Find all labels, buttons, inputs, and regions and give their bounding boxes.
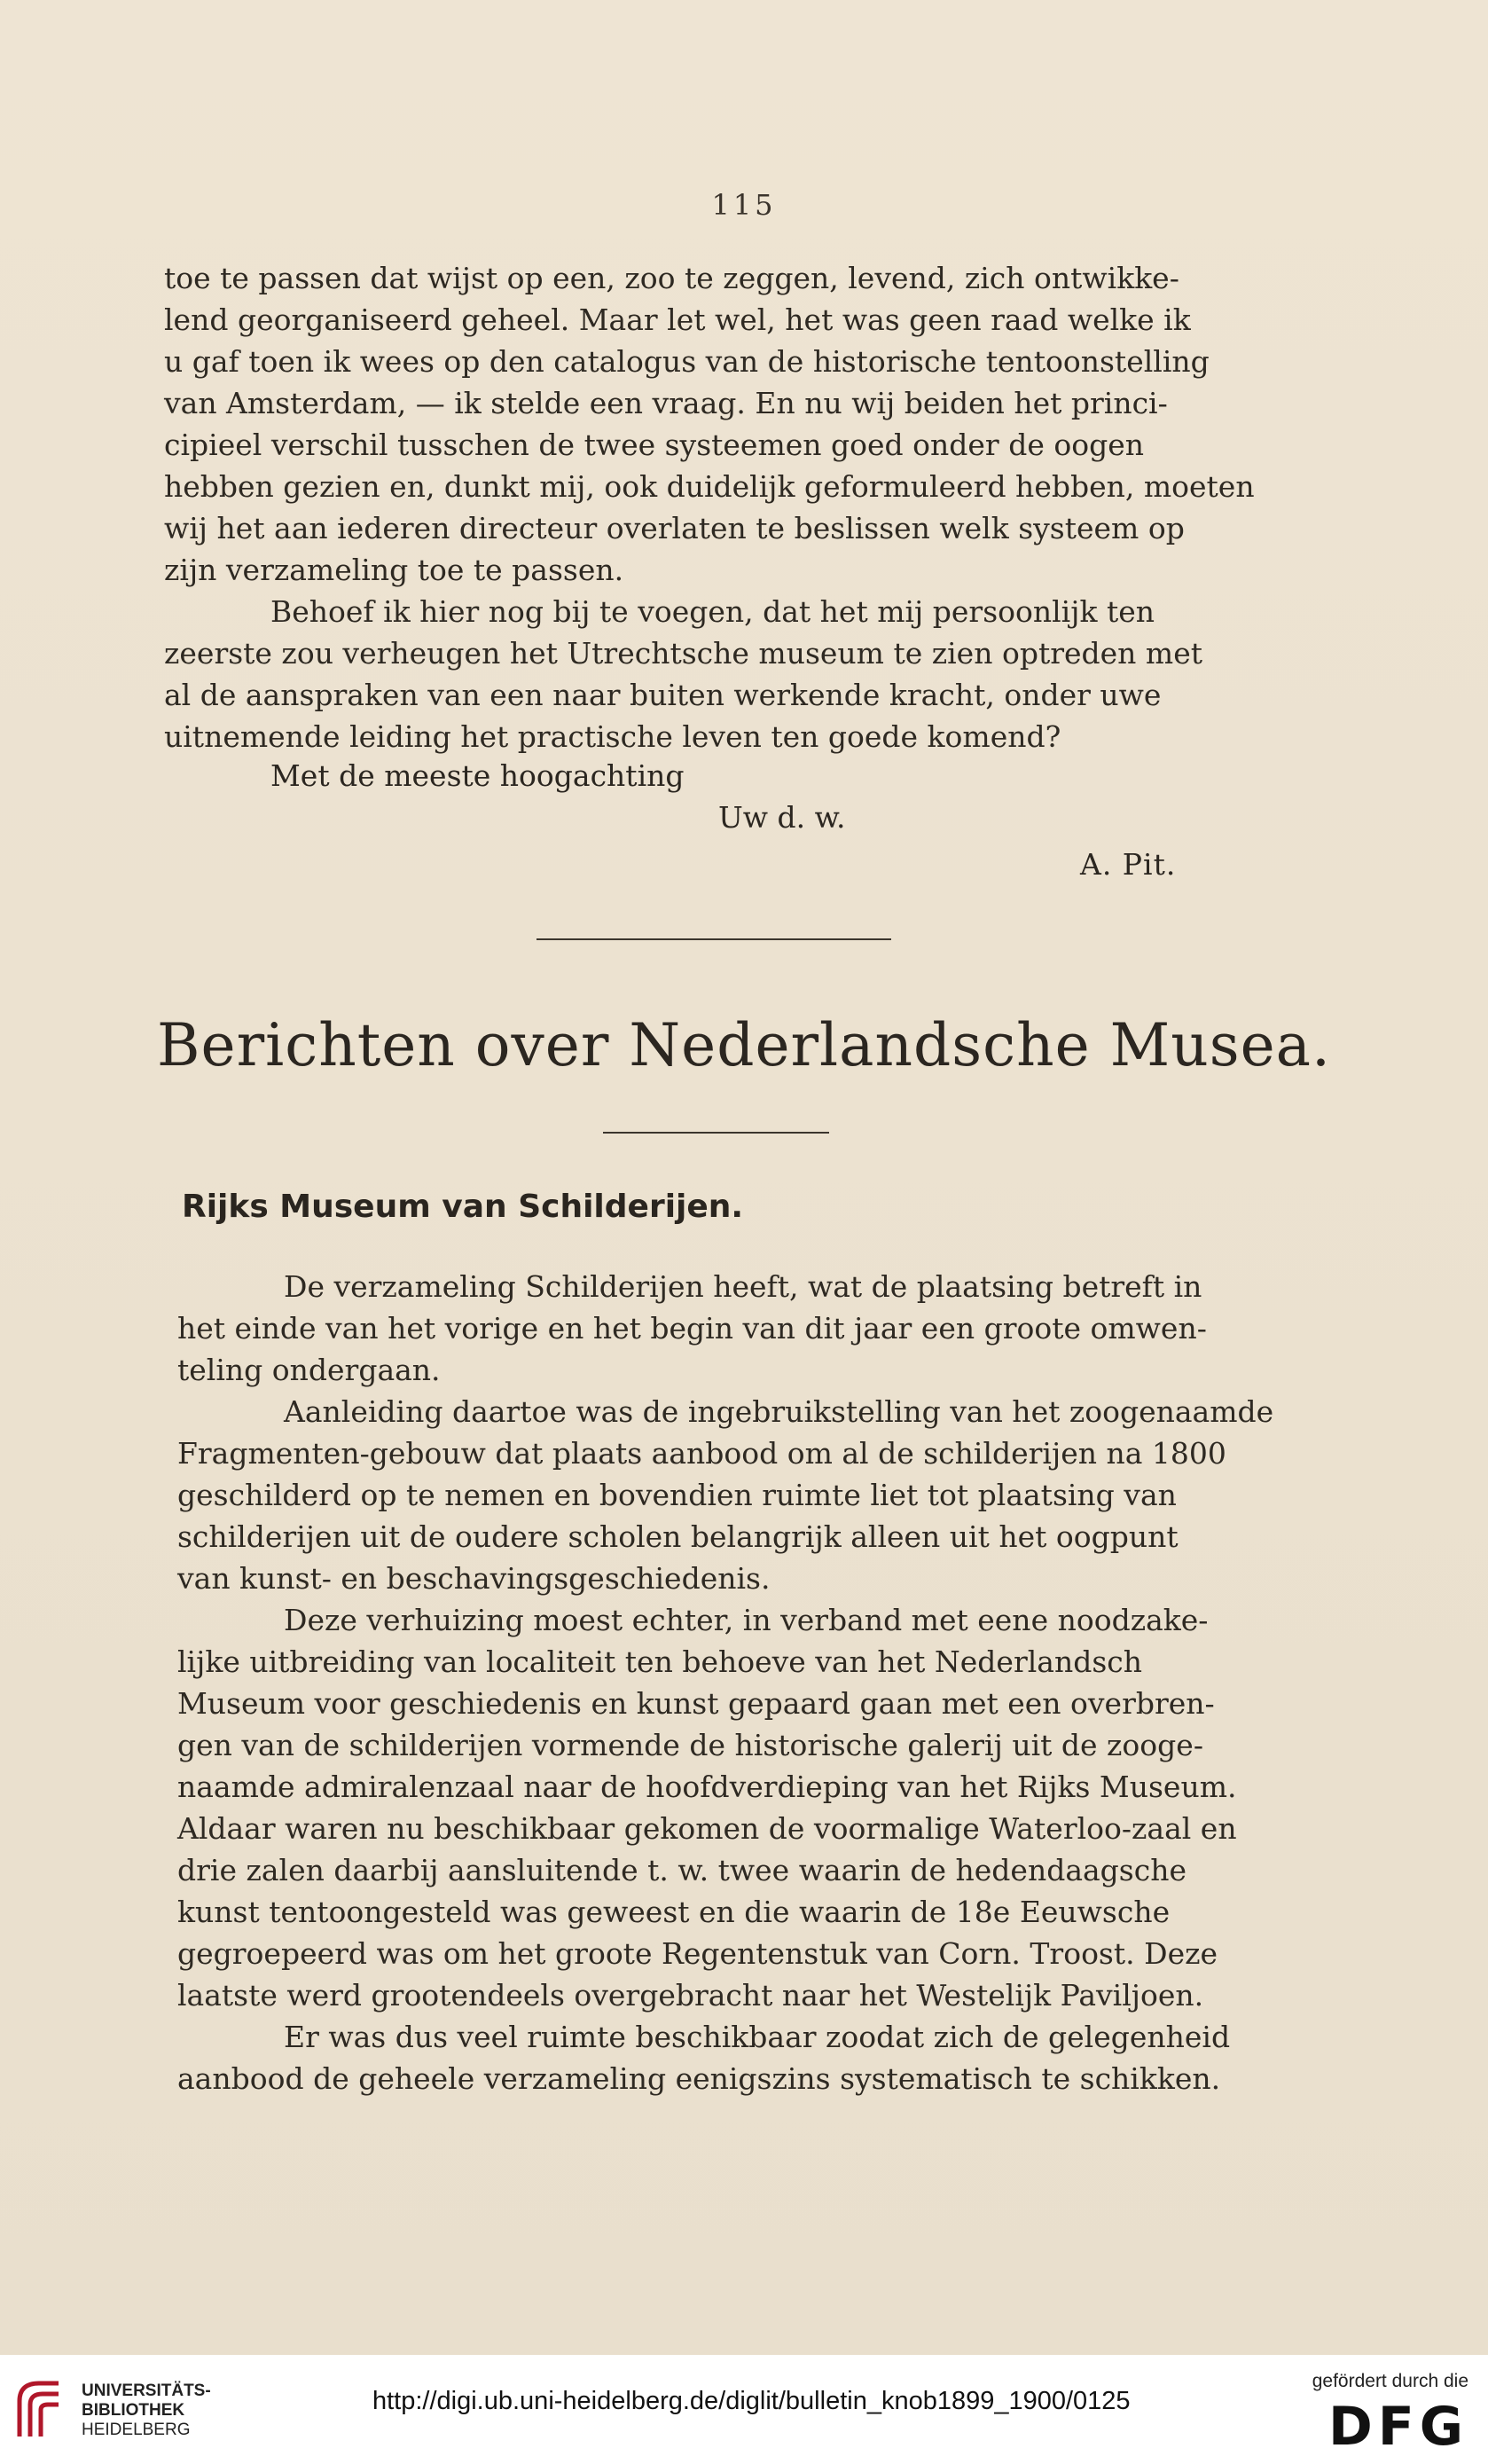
divider-rule	[536, 938, 891, 940]
text-line: lend georganiseerd geheel. Maar let wel, het was geen raad welke ik	[164, 302, 1191, 337]
text-line: zeerste zou verheugen het Utrechtsche museum te zien optreden met	[164, 636, 1202, 671]
text-line: het einde van het vorige en het begin van dit jaar een groote omwen-	[177, 1311, 1207, 1346]
body-paragraph	[177, 1599, 1255, 2016]
text-line: uitnemende leiding het practische leven ten goede komend?	[164, 719, 1061, 754]
subsection-title: Rijks Museum van Schilderijen.	[182, 1189, 744, 1225]
text-line: Museum voor geschiedenis en kunst gepaard gaan met een overbren-	[177, 1686, 1215, 1721]
text-line: drie zalen daarbij aansluitende t. w. twee waarin de hedendaagsche	[177, 1853, 1187, 1887]
text-line: laatste werd grootendeels overgebracht naar het Westelijk Paviljoen.	[177, 1978, 1204, 2013]
text-line: lijke uitbreiding van localiteit ten behoeve van het Nederlandsch	[177, 1644, 1143, 1679]
closing-uw: Uw d. w.	[718, 800, 846, 835]
text-line: kunst tentoongesteld was geweest en die waarin de 18e Eeuwsche	[177, 1895, 1171, 1929]
dfg-logo: DFG	[1327, 2396, 1468, 2458]
text-line: toe te passen dat wijst op een, zoo te zeggen, levend, zich ontwikke-	[164, 261, 1179, 295]
text-line: gegroepeerd was om het groote Regentenstuk van Corn. Troost. Deze	[177, 1936, 1218, 1971]
text-line: wij het aan iederen directeur overlaten te beslissen welk systeem op	[164, 511, 1185, 545]
text-line: gen van de schilderijen vormende de historische galerij uit de zooge-	[177, 1728, 1203, 1762]
letter-paragraph	[164, 257, 1255, 591]
closing-salutation: Met de meeste hoogachting	[270, 758, 685, 793]
text-line: van Amsterdam, — ik stelde een vraag. En nu wij beiden het princi-	[164, 386, 1168, 420]
body-paragraph	[177, 2016, 1255, 2099]
library-line: UNIVERSITÄTS-	[82, 2382, 211, 2400]
text-line: aanbood de geheele verzameling eenigszins systematisch te schikken.	[177, 2061, 1221, 2096]
text-line: geschilderd op te nemen en bovendien ruimte liet tot plaatsing van	[177, 1478, 1177, 1512]
signature: A. Pit.	[1080, 847, 1177, 882]
footer-bar	[0, 2355, 1488, 2464]
text-line: u gaf toen ik wees op den catalogus van de historische tentoonstelling	[164, 344, 1210, 379]
text-line: naamde admiralenzaal naar de hoofdverdieping van het Rijks Museum.	[177, 1770, 1237, 1804]
text-line: Aldaar waren nu beschikbaar gekomen de voormalige Waterloo-zaal en	[177, 1811, 1237, 1846]
divider-rule	[603, 1132, 829, 1134]
text-line: De verzameling Schilderijen heeft, wat de plaatsing betreft in	[284, 1269, 1202, 1304]
section-title: Berichten over Nederlandsche Musea.	[157, 1011, 1331, 1079]
body-paragraph	[177, 1266, 1255, 1391]
sponsor-text: gefördert durch die	[1312, 2371, 1468, 2391]
text-line: Deze verhuizing moest echter, in verband met eene noodzake-	[284, 1603, 1209, 1637]
library-logo-icon	[12, 2374, 66, 2444]
text-line: al de aanspraken van een naar buiten werkende kracht, onder uwe	[164, 678, 1162, 712]
text-line: teling ondergaan.	[177, 1353, 441, 1387]
body-paragraph	[177, 1391, 1274, 1599]
text-line: van kunst- en beschavingsgeschiedenis.	[177, 1561, 771, 1596]
library-line: BIBLIOTHEK	[82, 2401, 185, 2420]
library-line: HEIDELBERG	[82, 2421, 191, 2439]
text-line: cipieel verschil tusschen de twee systeemen goed onder de oogen	[164, 428, 1144, 462]
letter-paragraph	[164, 591, 1241, 757]
text-line: zijn verzameling toe te passen.	[164, 553, 624, 587]
text-line: Behoef ik hier nog bij te voegen, dat het mij persoonlijk ten	[270, 594, 1155, 629]
text-line: Aanleiding daartoe was de ingebruikstelling van het zoogenaamde	[284, 1394, 1274, 1429]
text-line: schilderijen uit de oudere scholen belangrijk alleen uit het oogpunt	[177, 1519, 1179, 1554]
library-name	[82, 2382, 211, 2440]
page-number: 115	[711, 188, 777, 222]
text-line: Fragmenten-gebouw dat plaats aanbood om al de schilderijen na 1800	[177, 1436, 1226, 1471]
text-line: Er was dus veel ruimte beschikbaar zoodat zich de gelegenheid	[284, 2020, 1231, 2054]
text-line: hebben gezien en, dunkt mij, ook duidelijk geformuleerd hebben, moeten	[164, 469, 1255, 504]
source-url-link[interactable]: http://digi.ub.uni-heidelberg.de/diglit/bulletin_knob1899_1900/0125	[372, 2387, 1131, 2415]
